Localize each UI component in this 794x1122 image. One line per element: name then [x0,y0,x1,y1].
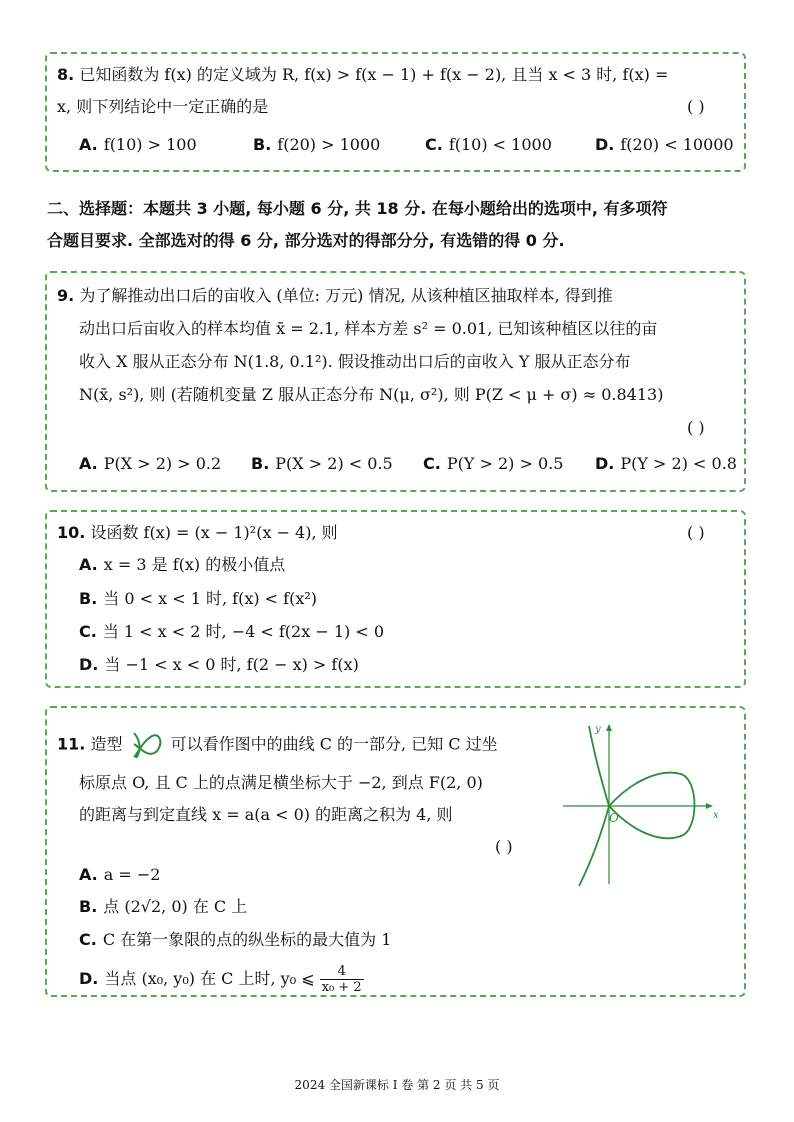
q9-option-d: D. P(Y > 2) < 0.8 [595,454,737,473]
q9-option-b: B. P(X > 2) < 0.5 [251,454,393,473]
q8-option-c: C. f(10) < 1000 [425,135,552,154]
q9-stem-line-3 [79,351,631,373]
x-axis-label: x [713,810,719,821]
q8-stem-line-1 [57,64,668,86]
q10-stem-line [57,522,338,544]
q9-stem-4: N(x̄, s²), 则 (若随机变量 Z 服从正态分布 N(μ, σ²), 则 P(Z < μ + σ) ≈ 0.8413) [79,385,664,404]
q11-stem-b: 可以看作图中的曲线 C 的一部分, 已知 C 过坐 [170,734,498,754]
q11-stem-3: 的距离与到定直线 x = a(a < 0) 的距离之积为 4, 则 [79,805,453,824]
q11-option-a: A. a = −2 [79,865,161,884]
q9-stem-2: 动出口后亩收入的样本均值 x̄ = 2.1, 样本方差 s² = 0.01, 已知该种植区以往的亩 [79,319,658,338]
x-axis-arrow-icon [706,803,713,809]
q8-number: 8. [57,65,75,84]
q11-stem-line-2 [79,772,483,794]
origin-label: O [609,811,619,825]
question-9-box [45,271,746,492]
q9-number: 9. [57,286,75,305]
y-axis-label: y [595,724,601,735]
q10-option-b: B. 当 0 < x < 1 时, f(x) < f(x²) [79,589,318,608]
q8-stem-2: x, 则下列结论中一定正确的是 [57,97,269,116]
q11-stem-line-1 [57,730,498,760]
q8-stem-line-2 [57,96,268,118]
q9-stem-3: 收入 X 服从正态分布 N(1.8, 0.1²). 假设推动出口后的亩收入 Y 服从正态分布 [79,352,631,371]
q10-stem: 设函数 f(x) = (x − 1)²(x − 4), 则 [90,523,338,542]
question-8-box [45,52,746,172]
q10-option-d: D. 当 −1 < x < 0 时, f(2 − x) > f(x) [79,655,359,674]
question-10-box [45,510,746,688]
q11-number: 11. [57,734,86,754]
q9-stem-line-2 [79,318,657,340]
q11-option-c: C. C 在第一象限的点的纵坐标的最大值为 1 [79,930,392,949]
q8-answer-paren: ( ) [687,97,705,116]
q9-option-c: C. P(Y > 2) > 0.5 [423,454,564,473]
q9-option-a: A. P(X > 2) > 0.2 [79,454,222,473]
q11-option-d-fraction: $\frac{4}{\text{x₀ + 2}}$ [321,964,362,995]
page-footer: 2024 全国新课标 I 卷 第 2 页 共 5 页 [294,1078,500,1092]
q9-stem-line-1 [57,285,613,307]
curve-c-graph [559,718,729,888]
q11-answer-paren: ( ) [495,837,513,856]
q10-option-a: A. x = 3 是 f(x) 的极小值点 [79,555,286,574]
q9-stem-1: 为了解推动出口后的亩收入 (单位: 万元) 情况, 从该种植区抽取样本, 得到推 [79,286,613,305]
q10-option-c: C. 当 1 < x < 2 时, −4 < f(2x − 1) < 0 [79,622,385,641]
question-11-box [45,706,746,997]
q8-option-d: D. f(20) < 10000 [595,135,734,154]
q11-stem-2: 标原点 O, 且 C 上的点满足横坐标大于 −2, 到点 F(2, 0) [79,773,483,792]
section-2-line-2: 合题目要求. 全部选对的得 6 分, 部分选对的得部分分, 有选错的得 0 分. [47,231,565,250]
q10-number: 10. [57,523,86,542]
q8-option-a: A. f(10) > 100 [79,135,197,154]
q11-stem-line-3 [79,804,453,826]
q9-answer-paren: ( ) [687,418,705,437]
y-axis-arrow-icon [606,724,612,731]
section-2-line-1: 二、选择题：本题共 3 小题, 每小题 6 分, 共 18 分. 在每小题给出的选项中, 有多项符 [47,199,668,218]
q11-option-d: D. 当点 (x₀, y₀) 在 C 上时, y₀ ⩽ $\frac{4}{\text{x₀ + 2}}$ [79,964,362,995]
q8-stem-1: 已知函数为 f(x) 的定义域为 R, f(x) > f(x − 1) + f(x − 2), 且当 x < 3 时, f(x) = [79,65,669,84]
section-2-heading [47,193,752,257]
q11-option-b: B. 点 (2√2, 0) 在 C 上 [79,897,248,916]
q8-option-b: B. f(20) > 1000 [253,135,381,154]
q10-answer-paren: ( ) [687,523,705,542]
loop-shape-icon [130,730,164,760]
q11-stem-a: 造型 [90,734,123,754]
q9-stem-line-4 [79,384,663,406]
